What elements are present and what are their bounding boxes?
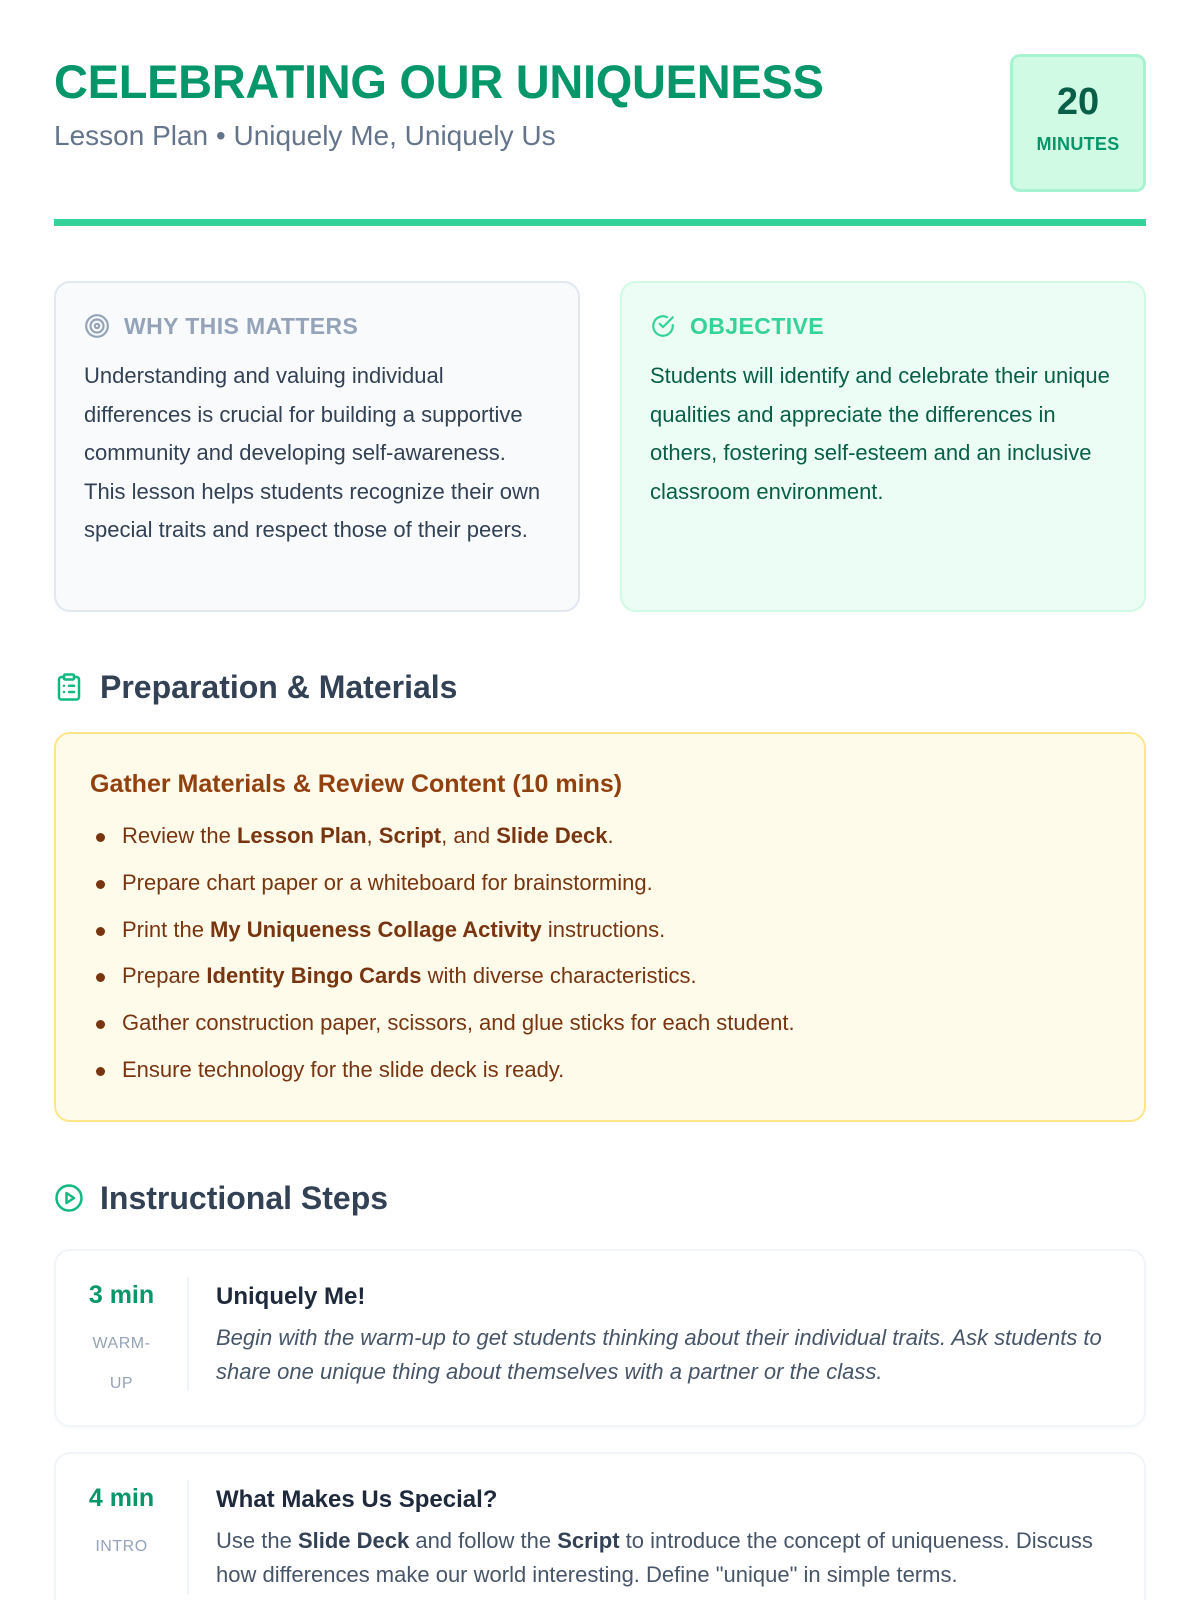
preparation-box: [54, 732, 1146, 1122]
preparation-heading-text: Preparation & Materials: [100, 668, 458, 705]
info-cards: [54, 281, 1146, 612]
list-item: Gather construction paper, scissors, and glue sticks for each student.: [90, 1000, 1110, 1047]
preparation-box-title: Gather Materials & Review Content (10 mins): [90, 770, 623, 798]
step-time: 4 min: [88, 1484, 155, 1512]
objective-text: Students will identify and celebrate their unique qualities and appreciate the differences in others, fostering self-esteem and an inclusive classroom environment.: [650, 363, 1110, 504]
page-title: CELEBRATING OUR UNIQUENESS: [54, 55, 824, 108]
duration-unit: MINUTES: [1036, 134, 1120, 154]
why-card-header: [84, 309, 550, 343]
header: [54, 0, 1146, 226]
instructional-steps-heading: [54, 1176, 388, 1220]
step-content: [216, 1283, 1114, 1389]
target-icon: [84, 313, 110, 339]
why-text: Understanding and valuing individual differences is crucial for building a supportive community and developing self-awareness. This lesson helps students recognize their own special traits and respect those of their peers.: [84, 363, 541, 542]
duration-value: 20: [1056, 81, 1100, 123]
clipboard-icon: [54, 672, 84, 702]
step-title: Uniquely Me!: [216, 1283, 366, 1310]
why-heading: WHY THIS MATTERS: [124, 312, 359, 339]
step-phase: WARM-UP: [92, 1335, 151, 1392]
objective-heading: OBJECTIVE: [690, 312, 824, 339]
page-subtitle: Lesson Plan • Uniquely Me, Uniquely Us: [54, 120, 556, 151]
objective-card: [620, 281, 1146, 612]
list-item: Review the Lesson Plan, Script, and Slide Deck.: [90, 813, 1110, 860]
check-circle-icon: [650, 313, 676, 339]
step-time: 3 min: [88, 1281, 155, 1309]
why-card: [54, 281, 580, 612]
list-item: Prepare chart paper or a whiteboard for brainstorming.: [90, 860, 1110, 907]
preparation-heading: [54, 665, 457, 709]
step-description: Use the Slide Deck and follow the Script to introduce the concept of uniqueness. Discuss how differences make our world interesting. Define "unique" in simple terms.: [216, 1528, 1093, 1587]
instructional-steps-heading-text: Instructional Steps: [100, 1179, 389, 1216]
step-title: What Makes Us Special?: [216, 1486, 498, 1513]
duration-badge: [1010, 54, 1146, 192]
step-timing: [56, 1480, 189, 1594]
list-item: Print the My Uniqueness Collage Activity instructions.: [90, 907, 1110, 954]
step-card: [54, 1249, 1146, 1427]
play-circle-icon: [54, 1183, 84, 1213]
list-item: Prepare Identity Bingo Cards with diverse characteristics.: [90, 953, 1110, 1000]
step-description: Begin with the warm-up to get students thinking about their individual traits. Ask students to share one unique thing about themselves with a partner or the class.: [216, 1325, 1102, 1384]
list-item: Ensure technology for the slide deck is ready.: [90, 1047, 1110, 1094]
step-card: [54, 1452, 1146, 1600]
step-phase: INTRO: [95, 1538, 148, 1555]
materials-list: [90, 813, 1110, 1094]
step-timing: [56, 1277, 189, 1391]
step-content: [216, 1486, 1114, 1592]
objective-card-header: [650, 309, 1116, 343]
